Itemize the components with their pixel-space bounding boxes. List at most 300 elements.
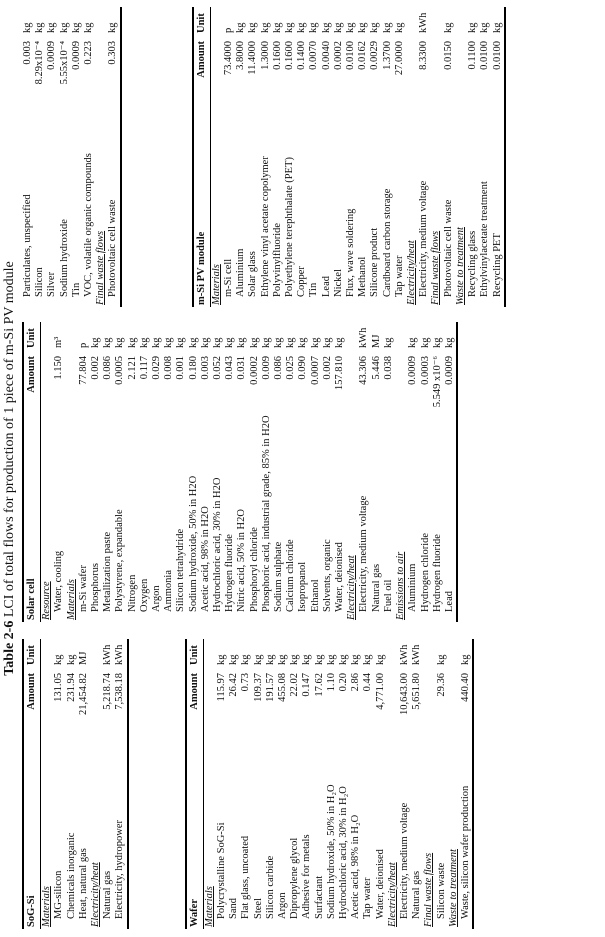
table-row [420,322,432,622]
table-row [285,322,297,622]
flow-amount: 0.0100 [345,41,357,70]
table-row [308,7,320,307]
category-row [90,639,102,929]
flow-unit: MJ [370,334,382,348]
flow-name: Steel [252,898,264,919]
category-label: Resource [41,581,53,620]
flow-unit: kg [235,22,247,33]
flow-unit: kg [332,22,344,33]
solar-cell-body [41,322,457,622]
flow-unit: kg [308,22,320,33]
flow-unit: kg [90,337,102,348]
flow-amount: 0.001 [175,356,187,380]
table-row [284,7,296,307]
flow-amount: 0.1400 [296,41,308,70]
table-wafer [185,639,475,929]
category-label: Final waste flows [430,230,442,305]
flow-unit: kg [126,337,138,348]
flow-name: Tin [70,282,82,297]
category-label: Final waste flows [423,852,435,927]
flow-name: Aluminium [407,563,419,612]
flow-unit: kg [393,22,405,33]
flow-unit: kg [151,337,163,348]
table-row [369,7,381,307]
flow-amount: 0.0003 [419,356,431,385]
flow-unit: kg [382,337,394,348]
category-row [448,639,460,929]
table-row [78,322,90,622]
flow-amount: 0.0070 [308,41,320,70]
flow-amount: 1.10 [325,673,337,692]
flow-unit: kg [479,22,491,33]
flow-name: Solvents, organic [321,539,333,612]
table-row [432,322,444,622]
category-label: Waste to treatment [447,849,459,927]
flow-unit: kg [228,654,240,665]
flow-amount: 0.002 [90,356,102,380]
flow-unit: kWh [358,327,370,348]
flow-unit: kg [444,322,457,350]
flow-name: Natural gas [411,870,423,919]
flow-name: Silicon tetrahydride [175,528,187,612]
flow-name: Nitrogen [126,574,138,612]
flow-amount: 1.150 [53,356,65,380]
flow-amount: 109.37 [252,673,264,702]
flow-amount: 10,643.00 [399,673,411,715]
flow-name: Cardboard carbon storage [381,188,393,297]
table-row [102,639,114,929]
unit-header: Unit [186,639,204,667]
table-row [345,7,357,307]
table-pv-module [192,7,506,307]
solar-cell-title: Solar cell [23,410,41,622]
table-row [236,322,248,622]
flow-amount: 0.20 [338,673,350,692]
flow-name: Acetic acid, 98% in H2O [199,506,211,612]
flow-name: Solar glass [247,251,259,297]
table-row [240,639,252,929]
flow-name: Ammonia [163,570,175,612]
flow-unit: kg [442,22,454,33]
sog-si-body [41,639,128,929]
table-row [436,639,448,929]
flow-amount: 440.40 [460,667,473,734]
flow-unit: kg [325,654,337,665]
flow-amount: 0.008 [163,356,175,380]
category-row [41,322,54,622]
flow-amount: 0.1600 [271,41,283,70]
flow-unit: kg [357,22,369,33]
flow-amount: 0.003 [22,41,33,65]
flow-amount: 17.62 [313,673,325,697]
flow-unit: kg [264,654,276,665]
flow-name: Particulates, unspecified [22,194,33,297]
category-label: Final waste flows [95,230,107,305]
flow-unit: kg [309,337,321,348]
table-row [411,639,423,929]
flow-unit: kg [216,654,228,665]
flow-name: Tin [308,282,320,297]
flow-name: Argon [151,585,163,612]
flow-unit: kWh [399,644,411,665]
category-label: Emissions to air [395,551,407,620]
flow-amount: 0.1100 [467,41,479,70]
flow-amount: 157.810 [334,356,346,391]
caption-text: LCI of total flows for production of 1 piece of m-Si PV module [2,261,17,618]
flow-name: Ethylvinylacetate treatment [479,181,491,297]
flow-name: m-Si cell [223,258,235,297]
flow-unit: kg [46,22,58,33]
table-row [66,639,78,929]
table-row [383,322,395,622]
flow-unit: kg [252,654,264,665]
flow-name: Silicon [34,267,46,297]
flow-unit: p [223,27,235,33]
flow-unit: kg [435,654,447,665]
table-row [338,639,350,929]
category-row [66,322,78,622]
flow-name: Sodium hydroxide, 50% in H2O [187,475,199,612]
flow-unit: kg [285,337,297,348]
flow-amount: 5.55x10⁻⁴ [58,41,70,85]
flow-amount: 8.3300 [418,41,430,70]
flow-amount: 455.08 [277,673,289,702]
flow-unit: kg [297,337,309,348]
flow-unit: kg [320,22,332,33]
flow-name: Silver [46,271,58,297]
flow-amount: 0.303 [107,35,120,102]
table-row [321,7,333,307]
flow-unit: kg [199,337,211,348]
flow-unit: kg [70,22,82,33]
category-row [395,322,407,622]
flow-unit: kWh [411,644,423,665]
flow-name: Recycling PET [492,97,505,307]
unit-header: Unit [193,7,211,35]
table-solar-cell-continued [22,7,122,307]
flow-name: Chemicals inorganic [65,832,77,919]
flow-unit: kg [289,654,301,665]
flow-amount: 0.0009 [46,41,58,70]
table-row [375,639,387,929]
category-row [406,7,418,307]
flow-name: Methanol [357,256,369,297]
flow-unit: kg [114,337,126,348]
flow-unit: kg [321,337,333,348]
flow-amount: 27.0000 [393,41,405,76]
flow-amount: 0.73 [240,673,252,692]
flow-unit: kg [247,22,259,33]
category-row [210,7,223,307]
flow-unit: kg [34,22,46,33]
category-row [346,322,358,622]
pv-module-body [210,7,504,307]
category-label: Electricity/heat [386,862,398,927]
table-row [467,7,479,307]
flow-name: Phosphoric acid, industrial grade, 85% in H2O [260,415,272,612]
flow-name: Sodium hydroxide, 50% in H₂O [325,784,337,919]
flow-amount: 7,538.18 [114,667,127,748]
flow-unit: kg [431,337,443,348]
table-row [407,322,419,622]
table-row [260,7,272,307]
flow-name: Surfactant [313,875,325,919]
table-row [224,322,236,622]
table-row [114,639,127,929]
flow-amount: 2.86 [350,673,362,692]
category-label: Materials [65,579,77,620]
flow-amount: 1.3000 [259,41,271,70]
flow-unit: kg [467,22,479,33]
table-row [301,639,313,929]
table-row [382,7,394,307]
flow-amount: 0.003 [199,356,211,380]
category-row [41,639,54,929]
table-row [444,322,457,622]
table-row [297,322,309,622]
table-row [418,7,430,307]
table-row [22,7,34,307]
table-row [247,7,259,307]
flow-name: Polyethylene terephthalate (PET) [284,157,296,297]
table-row [492,7,505,307]
unit-header: Unit [23,639,41,667]
category-label: Materials [210,264,222,305]
caption-label: Table 2-6 [2,620,17,676]
flow-amount: 0.0029 [369,41,381,70]
flow-name: Ethylene vinyl acetate copolymer [259,156,271,297]
flow-unit: kg [107,7,120,35]
table-row [443,7,455,307]
flow-amount: 0.0162 [357,41,369,70]
table-row [322,322,334,622]
table-sog-si [22,639,129,929]
flow-amount: 0.0150 [442,41,454,70]
category-label: Electricity/heat [406,240,418,305]
flow-name: Hydrogen fluoride [224,534,236,612]
table-row [460,639,473,929]
flow-unit: kg [296,22,308,33]
flow-amount: 0.052 [212,356,224,380]
flow-amount: 0.025 [285,356,297,380]
table-row [333,7,345,307]
flow-unit: kg [187,337,199,348]
flow-unit: kg [163,337,175,348]
table-row [59,7,71,307]
flow-name: Sodium sulphate [273,541,285,612]
flow-name: Aluminium [235,248,247,297]
table-row [253,639,265,929]
flow-name: Dipropylene glycol [289,837,301,919]
category-row [430,7,442,307]
table-row [296,7,308,307]
table-row [228,639,240,929]
table-row [102,322,114,622]
category-label: Waste to treatment [454,227,466,305]
category-label: Electricity/heat [346,555,358,620]
table-row [216,639,228,929]
flow-unit: MJ [77,651,89,665]
flow-amount: 0.44 [362,673,374,692]
flow-unit: kg [240,654,252,665]
flow-unit: kg [224,337,236,348]
table-row [350,639,362,929]
flow-name: Oxygen [138,578,150,612]
flow-amount: 0.147 [301,673,313,697]
flow-unit: m³ [53,336,65,348]
flow-name: Copper [296,266,308,297]
table-row [334,322,346,622]
category-row [203,639,216,929]
flow-amount: 0.0100 [479,41,491,70]
flow-unit: kg [273,337,285,348]
flow-name: m-Si wafer [77,565,89,612]
flow-name: Adhesive for metals [301,834,313,919]
table-row [273,322,285,622]
flow-amount: 4,771.00 [374,673,386,710]
table-row [326,639,338,929]
flow-name: Recycling glass [467,230,479,297]
flow-name: Phosphoryl chloride [248,527,260,612]
flow-unit: kg [407,337,419,348]
table-solar-cell [22,322,458,622]
flow-unit: kg [381,22,393,33]
flow-amount: 0.031 [236,356,248,380]
flow-unit: kg [259,22,271,33]
table-row [90,322,102,622]
flow-name: Flux, wave soldering [345,208,357,297]
flow-amount: 26.42 [228,673,240,697]
table-row [107,7,120,307]
amount-header: Amount [193,35,211,97]
flow-unit: kg [313,654,325,665]
column-middle [22,322,602,622]
flow-unit: kg [492,7,505,35]
flow-name: Lead [444,410,457,622]
table-row [357,7,369,307]
flow-unit: kg [236,337,248,348]
flow-amount: 0.0005 [114,356,126,385]
table-row [272,7,284,307]
flow-name: Ethanol [309,579,321,612]
flow-name: Electricity, medium voltage [358,495,370,612]
table-row [261,322,273,622]
column-left [22,639,602,929]
table-row [289,639,301,929]
flow-amount: 77.804 [77,356,89,385]
flow-name: Water, deionised [334,542,346,612]
flow-amount: 0.0040 [320,41,332,70]
table-row [46,7,58,307]
table-row [34,7,46,307]
flow-unit: kg [102,337,114,348]
flow-unit: kg [345,22,357,33]
flow-unit: kg [419,337,431,348]
flow-unit: kg [369,22,381,33]
flow-amount: 231.94 [65,673,77,702]
flow-unit: kg [334,337,346,348]
flow-name: Heat, natural gas [77,848,89,919]
flow-name: MG-silicon [53,870,65,919]
flow-amount: 29.36 [435,673,447,697]
flow-name: Photovoltaic cell waste [442,199,454,297]
flow-name: Silicon carbide [264,855,276,919]
flow-amount: 0.0009 [444,350,457,410]
table-row [114,322,126,622]
table-row [314,639,326,929]
table-row [358,322,370,622]
flow-name: Silicone product [369,227,381,297]
flow-amount: 131.05 [53,673,65,702]
table-row [249,322,261,622]
table-row [151,322,163,622]
table-row [83,7,95,307]
flow-amount: 0.086 [102,356,114,380]
flow-name: Acetic acid, 98% in H₂O [350,814,362,919]
flow-name: Phosphorus [90,562,102,612]
flow-amount: 5.446 [370,356,382,380]
solar-cell-continued-body [22,7,121,307]
flow-unit: kg [65,654,77,665]
table-row [53,322,65,622]
flow-amount: 0.180 [187,356,199,380]
table-row [175,322,187,622]
table-row [71,7,83,307]
flow-name: Polystyrene, expandable [114,509,126,612]
flow-name: Tap water [362,877,374,919]
flow-unit: kg [338,654,350,665]
flow-amount: 2.121 [126,356,138,380]
flow-amount: 191.57 [264,673,276,702]
table-row [78,639,90,929]
flow-name: Silicon waste [435,862,447,919]
flow-amount: 5,651.80 [411,673,423,710]
table-row [53,639,65,929]
table-row [163,322,175,622]
flow-name: Metallization paste [102,531,114,612]
flow-name: VOC, volatile organic compounds [83,153,95,297]
table-row [394,7,406,307]
table-row [223,7,235,307]
flow-amount: 0.0007 [309,356,321,385]
flow-amount: 11.4000 [247,41,259,75]
flow-amount: 0.117 [138,356,150,380]
table-row [399,639,411,929]
flow-unit: kg [175,337,187,348]
flow-amount: 1.3700 [381,41,393,70]
flow-name: Electricity, hydropower [114,748,127,929]
flow-amount: 0.0002 [248,356,260,385]
flow-name: Calcium chloride [285,539,297,612]
flow-amount: 0.0100 [492,35,505,97]
category-row [95,7,107,307]
flow-unit: kg [271,22,283,33]
flow-unit: kg [284,22,296,33]
table-row [371,322,383,622]
flow-name: Electricity, medium voltage [399,802,411,919]
flow-unit: kg [350,654,362,665]
flow-amount: 0.009 [260,356,272,380]
flow-name: Fuel oil [382,579,394,612]
flow-name: Hydrogen chloride [419,532,431,612]
flow-name: Natural gas [102,870,114,919]
table-row [200,322,212,622]
amount-header: Amount [23,350,41,410]
table-row [212,322,224,622]
flow-name: Isopropanol [297,561,309,612]
flow-unit: kg [374,654,386,665]
flow-name: Photovoltaic cell waste [107,102,120,307]
